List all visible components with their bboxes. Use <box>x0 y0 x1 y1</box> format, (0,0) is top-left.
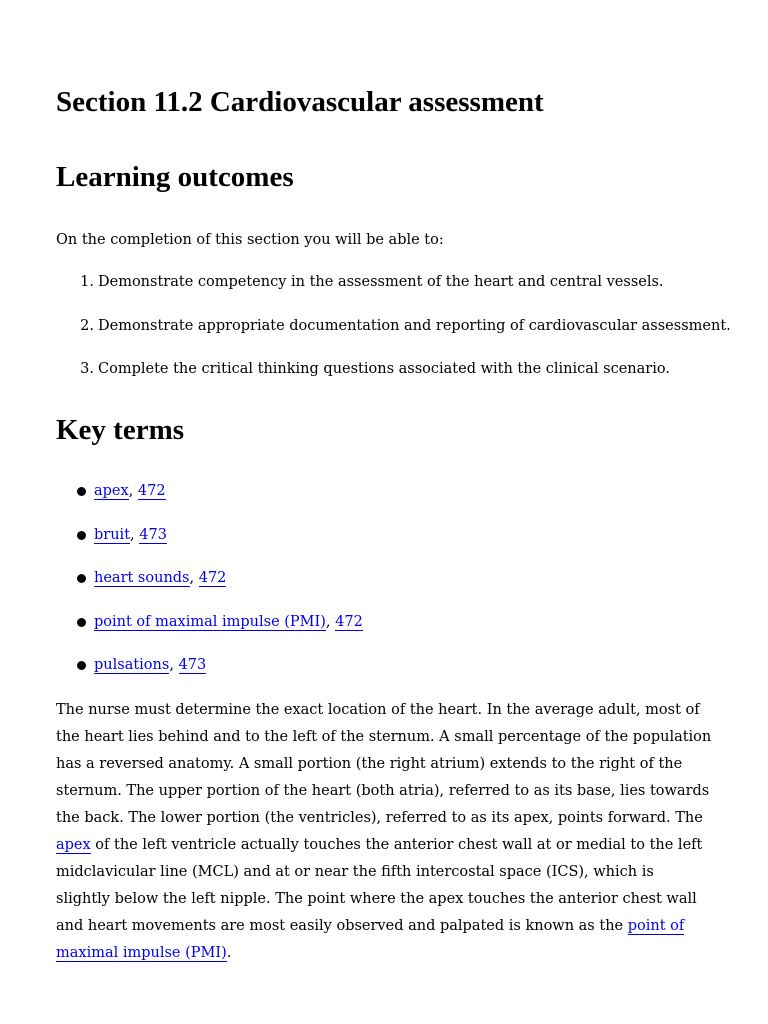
bullet-icon <box>56 525 94 540</box>
key-terms-heading: Key terms <box>56 414 185 446</box>
learning-outcomes-heading: Learning outcomes <box>56 161 294 193</box>
key-term-link-apex[interactable]: apex <box>94 483 129 499</box>
term-separator: , <box>189 570 199 586</box>
body-paragraph <box>56 697 712 967</box>
key-term-link-pulsations[interactable]: pulsations <box>94 657 170 673</box>
body-text: The nurse must determine the exact location of the heart. In the average adult, most of the heart lies behind and to the left of the sternum. A small percentage of the population has a reversed anatomy. A small portion (the right atrium) extends to the right of the sternum. The upper portion of the heart (both atria), referred to as its base, lies towards the back. The lower portion (the ventricles), referred to as its apex, points forward. The <box>56 702 712 826</box>
key-term-page-link[interactable]: 473 <box>139 526 167 543</box>
bullet-icon <box>56 481 94 496</box>
key-term-item <box>56 525 363 569</box>
key-terms-list <box>56 481 363 699</box>
key-term-page-link[interactable]: 472 <box>335 613 363 630</box>
term-separator: , <box>130 526 140 543</box>
learning-outcomes-list <box>56 272 731 403</box>
key-term-item <box>56 568 363 612</box>
outcome-item <box>56 359 731 403</box>
section-title: Section 11.2 Cardiovascular assessment <box>56 86 544 118</box>
term-separator: , <box>325 613 336 630</box>
key-term-link-heart-sounds[interactable]: heart sounds <box>94 570 190 586</box>
inline-link-pmi[interactable]: point of maximal impulse (PMI) <box>56 918 685 961</box>
term-separator: , <box>169 657 179 673</box>
key-term-page-link[interactable]: 473 <box>178 657 207 673</box>
bullet-icon <box>56 655 94 670</box>
outcome-number: 3 . <box>56 359 94 403</box>
key-term-link-pmi[interactable]: point of maximal impulse (PMI) <box>94 613 326 630</box>
key-term-item <box>56 481 363 525</box>
term-separator: , <box>128 483 138 499</box>
key-term-page-link[interactable]: 472 <box>137 483 166 499</box>
key-term-item <box>56 655 363 699</box>
key-term-page-link[interactable]: 472 <box>198 570 227 586</box>
outcome-item <box>56 316 731 360</box>
outcome-number: 2 . <box>56 316 94 360</box>
inline-link-apex[interactable]: apex <box>56 837 91 853</box>
bullet-icon <box>56 612 94 627</box>
outcome-text: Complete the critical thinking questions associated with the clinical scenario. <box>98 361 670 377</box>
key-term-item <box>56 612 363 656</box>
key-term-link-bruit[interactable]: bruit <box>94 526 131 543</box>
bullet-icon <box>56 568 94 583</box>
outcome-item <box>56 272 731 316</box>
body-text: of the left ventricle actually touches the anterior chest wall at or medial to the left midclavicular line (MCL) and at or near the fifth intercostal space (ICS), which is slightly below the left nipple. The point where the apex touches the anterior chest wall and heart movements are most easily observed and palpated is known as the <box>56 837 703 934</box>
outcome-text: Demonstrate appropriate documentation and reporting of cardiovascular assessment. <box>98 317 731 334</box>
body-text: . <box>226 945 232 961</box>
outcome-number: 1 . <box>56 272 94 316</box>
learning-outcomes-intro: On the completion of this section you will be able to: <box>56 232 444 248</box>
outcome-text: Demonstrate competency in the assessment of the heart and central vessels. <box>98 274 664 290</box>
